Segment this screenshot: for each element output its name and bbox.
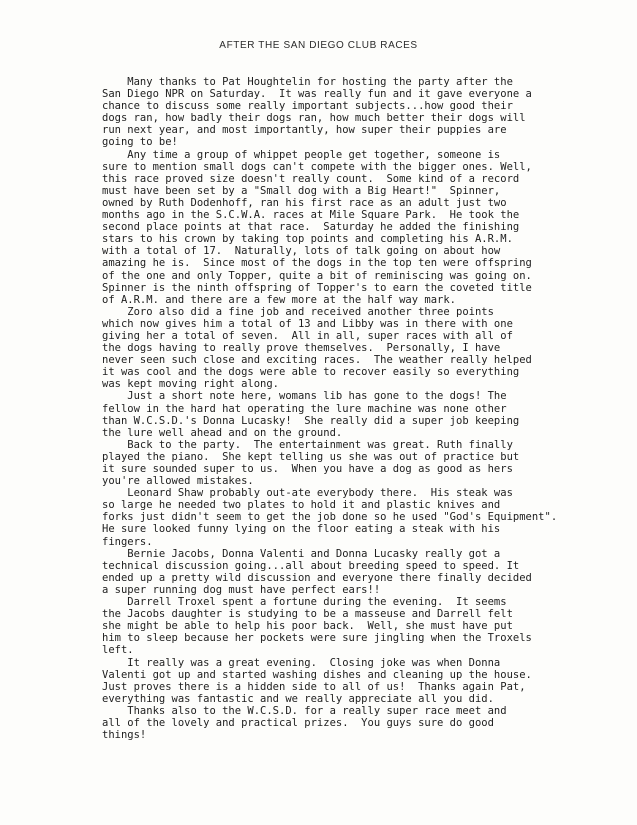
text-line: giving her a total of seven. All in all, super races with all of [102,329,513,342]
text-line: so large he needed two plates to hold it and plastic knives and [102,499,501,512]
text-line: you're allowed mistakes. [102,475,254,488]
text-line: amazing he is. Since most of the dogs in the top ten were offspring [102,257,532,270]
article-body [102,76,637,741]
text-line: with a total of 17. Naturally, lots of talk going on about how [102,245,501,258]
text-line: fellow in the hard hat operating the lure machine was none other [102,402,507,415]
text-line: Spinner is the ninth offspring of Topper's to earn the coveted title [102,281,532,294]
text-line: Valenti got up and started washing dishes and cleaning up the house. [102,668,532,681]
text-line: second place points at that race. Saturday he added the finishing [102,221,520,234]
text-line: it sure sounded super to us. When you have a dog as good as hers [102,463,513,475]
text-line: Bernie Jacobs, Donna Valenti and Donna Lucasky really got a [102,547,501,560]
text-line: him to sleep because her pockets were sure jingling when the Troxels [102,632,532,645]
text-line: sure to mention small dogs can't compete with the bigger ones. Well, [102,160,532,173]
text-line: Back to the party. The entertainment was great. Ruth finally [102,438,513,451]
text-line: it was cool and the dogs were able to recover easily so everything [102,366,520,379]
text-line: never seen such close and exciting races. The weather really helped [102,354,532,367]
text-line: months ago in the S.C.W.A. races at Mile Square Park. He took the [102,209,520,222]
text-line: ended up a pretty wild discussion and everyone there finally decided [102,571,532,584]
text-line: the lure well ahead and on the ground. [102,426,343,439]
text-line: the Jacobs daughter is studying to be a masseuse and Darrell felt [102,608,513,621]
text-line: fingers. [102,535,153,548]
text-line: must have been set by a "Small dog with a Big Heart!" Spinner, [102,184,501,197]
text-line: things! [102,729,147,742]
text-line: run next year, and most importantly, how super their puppies are [102,124,507,137]
text-line: It really was a great evening. Closing joke was when Donna [102,656,501,669]
text-line: Many thanks to Pat Houghtelin for hosting the party after the [102,76,513,88]
text-line: all of the lovely and practical prizes. You guys sure do good [102,716,494,729]
text-line: Leonard Shaw probably out-ate everybody there. His steak was [102,487,513,500]
text-line: played the piano. She kept telling us she was out of practice but [102,450,520,463]
text-line: dogs ran, how badly their dogs ran, how much better their dogs will [102,112,526,125]
text-line: Darrell Troxel spent a fortune during the evening. It seems [102,596,507,609]
text-line: chance to discuss some really important subjects...how good their [102,100,513,113]
text-line: He sure looked funny lying on the floor eating a steak with his [102,523,501,536]
text-line: than W.C.S.D.'s Donna Lucasky! She really did a super job keeping [102,414,520,427]
text-line: forks just didn't seem to get the job done so he used "God's Equipment". [102,511,558,524]
text-line: of A.R.M. and there are a few more at the half way mark. [102,293,457,306]
text-line: technical discussion going...all about breeding speed to speed. It [102,559,520,572]
text-line: owned by Ruth Dodenhoff, ran his first race as an adult just two [102,196,507,209]
text-line: she might be able to help his poor back. Well, she must have put [102,620,513,633]
text-line: of the one and only Topper, quite a bit of reminiscing was going on. [102,269,532,282]
text-line: everything was fantastic and we really appreciate all you did. [102,692,494,705]
text-line: the dogs having to really prove themselves. Personally, I have [102,342,501,355]
text-line: stars to his crown by taking top points and completing his A.R.M. [102,233,513,246]
text-line: was kept moving right along. [102,378,280,391]
text-line: a super running dog must have perfect ears!! [102,583,381,596]
text-line: Just proves there is a hidden side to all of us! Thanks again Pat, [102,680,526,693]
text-line: Just a short note here, womans lib has gone to the dogs! The [102,390,507,403]
page-title: AFTER THE SAN DIEGO CLUB RACES [219,40,418,51]
text-line: Zoro also did a fine job and received another three points [102,305,494,318]
text-line: left. [102,644,134,657]
text-line: Thanks also to the W.C.S.D. for a really super race meet and [102,704,507,717]
text-line: this race proved size doesn't really count. Some kind of a record [102,172,520,185]
text-line: which now gives him a total of 13 and Libby was in there with one [102,317,513,330]
text-line: going to be! [102,136,178,149]
text-line: San Diego NPR on Saturday. It was really fun and it gave everyone a [102,88,532,101]
text-line: Any time a group of whippet people get together, someone is [102,148,501,161]
